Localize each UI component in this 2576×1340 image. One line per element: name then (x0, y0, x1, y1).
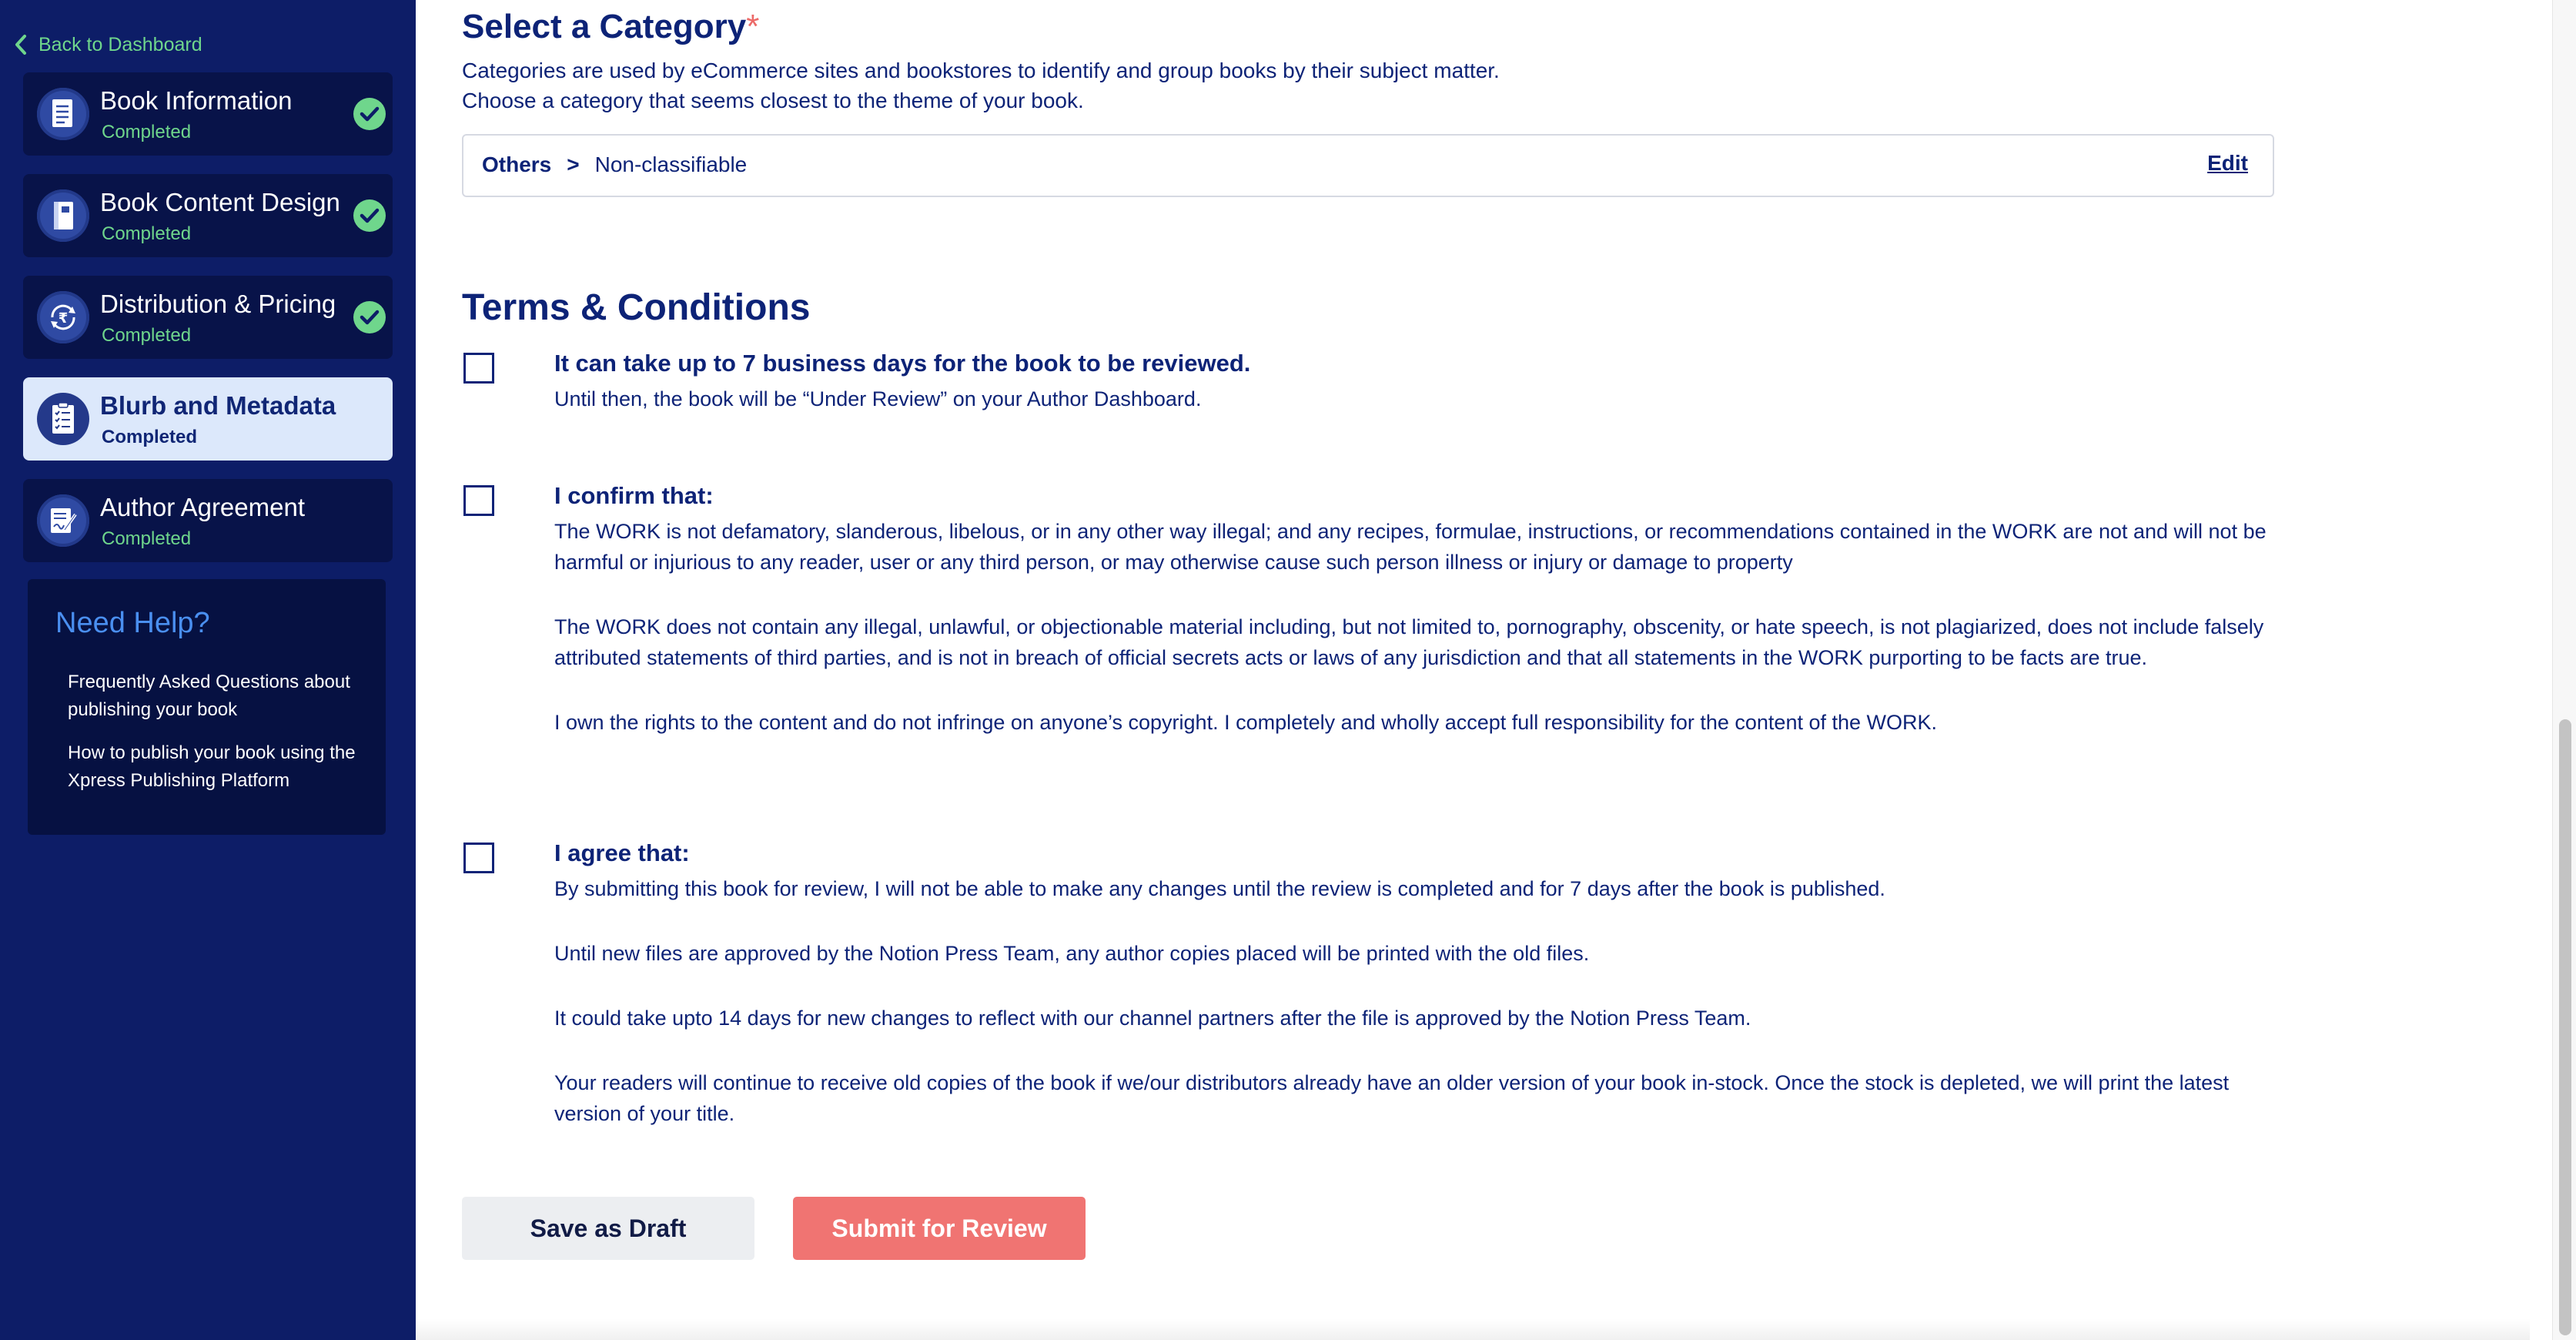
terms-checkbox-review-time[interactable] (463, 353, 494, 384)
term-paragraph: By submitting this book for review, I will not be able to make any changes until the review is completed and for 7 days after the book is published. (554, 877, 1885, 900)
terms-item-confirm (554, 482, 2294, 772)
terms-heading: Terms & Conditions (462, 287, 811, 328)
category-heading (462, 8, 759, 46)
term-paragraph: It could take upto 14 days for new changes to reflect with our channel partners after the file is approved by the Notion Press Team. (554, 1007, 1751, 1030)
category-selection-box (462, 134, 2274, 197)
term-paragraph: I own the rights to the content and do not infringe on anyone’s copyright. I completely and wholly accept full responsibility for the content of the WORK. (554, 711, 1938, 734)
signature-icon (37, 494, 89, 547)
scrollbar-thumb[interactable] (2559, 719, 2571, 1335)
step-title: Blurb and Metadata (100, 391, 336, 420)
help-title: Need Help? (55, 607, 210, 639)
category-parent: Others (482, 152, 552, 176)
edit-category-link[interactable]: Edit (2207, 151, 2248, 175)
step-title: Book Content Design (100, 188, 340, 216)
check-circle-icon (353, 199, 386, 233)
check-circle-icon (353, 97, 386, 131)
back-to-dashboard-link[interactable] (12, 29, 202, 60)
step-book-content-design[interactable] (23, 174, 393, 257)
terms-item-review-time (554, 350, 2294, 448)
category-description-line: Choose a category that seems closest to the theme of your book. (462, 89, 1084, 112)
step-title: Author Agreement (100, 493, 305, 521)
step-status: Completed (102, 223, 192, 244)
help-card (28, 579, 386, 835)
help-link-xpress-guide[interactable]: How to publish your book using the Xpress Publishing Platform (68, 742, 356, 791)
step-status: Completed (102, 427, 198, 447)
term-heading: I confirm that: (554, 482, 714, 509)
step-status: Completed (102, 122, 192, 142)
term-heading: It can take up to 7 business days for the book to be reviewed. (554, 350, 1251, 377)
book-icon (37, 189, 89, 242)
step-book-information[interactable] (23, 72, 393, 156)
breadcrumb-separator: > (567, 152, 580, 176)
main-content (416, 0, 2576, 1340)
step-title: Book Information (100, 86, 293, 115)
category-breadcrumb (482, 152, 747, 177)
document-icon (37, 88, 89, 140)
back-to-dashboard-label: Back to Dashboard (38, 33, 202, 55)
category-heading-text: Select a Category (462, 8, 747, 45)
chevron-left-icon (12, 32, 29, 58)
term-heading: I agree that: (554, 839, 690, 866)
svg-text:₹: ₹ (58, 310, 69, 327)
term-paragraph: Until new files are approved by the Notion Press Team, any author copies placed will be printed with the old files. (554, 942, 1590, 965)
step-distribution-pricing[interactable] (23, 276, 393, 359)
rupee-cycle-icon (37, 291, 89, 343)
sidebar (0, 0, 416, 1340)
term-paragraph: The WORK is not defamatory, slanderous, libelous, or in any other way illegal; and any recipes, formulae, instructions, or recommendations contained in the WORK are not and will not be harmful or injurious to any reader, user or any third person, or may otherwise cause such person illness or injury or damage to property (554, 520, 2267, 574)
term-paragraph: The WORK does not contain any illegal, unlawful, or objectionable material including, but not limited to, pornography, obscenity, or hate speech, is not plagiarized, does not include falsely attributed statements of third parties, and is not in breach of official secrets acts or laws of any jurisdiction and that all statements in the WORK purporting to be facts are true. (554, 615, 2264, 669)
step-title: Distribution & Pricing (100, 290, 336, 318)
terms-checkbox-agree[interactable] (463, 843, 494, 873)
bottom-shadow (416, 1318, 2530, 1340)
step-status: Completed (102, 325, 192, 346)
scrollbar-track[interactable] (2552, 0, 2576, 1340)
checklist-icon (37, 393, 89, 445)
category-child: Non-classifiable (594, 152, 748, 176)
term-paragraph: Your readers will continue to receive old copies of the book if we/our distributors already have an older version of your book in-stock. Once the stock is depleted, we will print the latest version of your title. (554, 1071, 2230, 1125)
check-circle-icon (353, 300, 386, 334)
step-blurb-metadata[interactable] (23, 377, 393, 461)
category-description-line: Categories are used by eCommerce sites and bookstores to identify and group books by their subject matter. (462, 59, 1500, 82)
terms-checkbox-confirm[interactable] (463, 485, 494, 516)
save-as-draft-button[interactable]: Save as Draft (462, 1197, 754, 1260)
step-author-agreement[interactable] (23, 479, 393, 562)
required-mark: * (746, 8, 760, 45)
term-paragraph: Until then, the book will be “Under Review” on your Author Dashboard. (554, 387, 1202, 410)
terms-item-agree (554, 839, 2294, 1163)
help-link-faq[interactable]: Frequently Asked Questions about publishing your book (68, 672, 350, 720)
step-status: Completed (102, 528, 192, 549)
submit-for-review-button[interactable]: Submit for Review (793, 1197, 1086, 1260)
